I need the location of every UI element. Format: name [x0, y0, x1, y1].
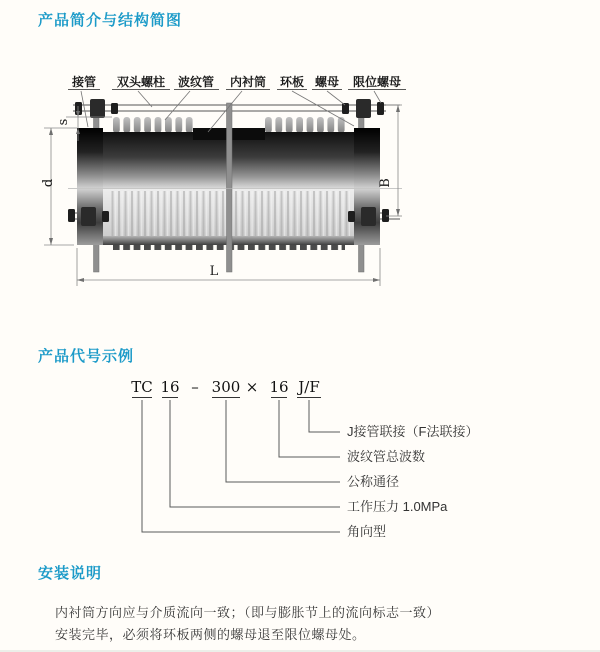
- section-intro-title: 产品简介与结构简图: [38, 12, 183, 29]
- label-luomu: 螺母: [314, 75, 340, 89]
- callout-type: 角向型: [347, 524, 387, 539]
- callout-diameter: 公称通径: [347, 474, 400, 489]
- label-xianweiluomu: 限位螺母: [352, 75, 402, 89]
- code-pressure: 16: [160, 378, 180, 396]
- product-code-diagram: [100, 372, 580, 548]
- section-install-title: 安装说明: [38, 565, 103, 582]
- dim-B: B: [378, 178, 393, 188]
- label-shuangtouluozhu: 双头螺柱: [116, 75, 166, 89]
- structure-diagram: [40, 62, 470, 300]
- dim-s: s: [56, 118, 71, 126]
- callout-pressure: 工作压力 1.0MPa: [347, 499, 448, 514]
- pipe-end-right: [354, 128, 380, 188]
- code-diameter: 300: [211, 378, 241, 396]
- code-dash: –: [191, 378, 199, 396]
- label-jieguan: 接管: [71, 75, 97, 89]
- pipe-end-left: [77, 128, 103, 188]
- callout-connection: J接管联接（F法联接）: [347, 424, 479, 439]
- dim-L: L: [209, 264, 219, 279]
- install-line-2: 安装完毕，必须将环板两侧的螺母退至限位螺母处。: [55, 627, 366, 642]
- label-neichentong: 内衬筒: [229, 75, 267, 89]
- label-bowenguan: 波纹管: [177, 75, 215, 89]
- code-waves: 16: [269, 378, 289, 396]
- callout-waves: 波纹管总波数: [347, 449, 426, 464]
- code-times: ×: [245, 378, 259, 396]
- install-line-1: 内衬筒方向应与介质流向一致；（即与膨胀节上的流向标志一致）: [55, 605, 441, 620]
- code-series: TC: [131, 378, 153, 396]
- code-connection: J/F: [298, 378, 320, 396]
- label-huanban: 环板: [279, 75, 305, 89]
- code-connectors: [142, 400, 340, 532]
- dim-d: d: [41, 178, 56, 188]
- section-code-title: 产品代号示例: [38, 348, 135, 365]
- center-stud: [227, 103, 233, 272]
